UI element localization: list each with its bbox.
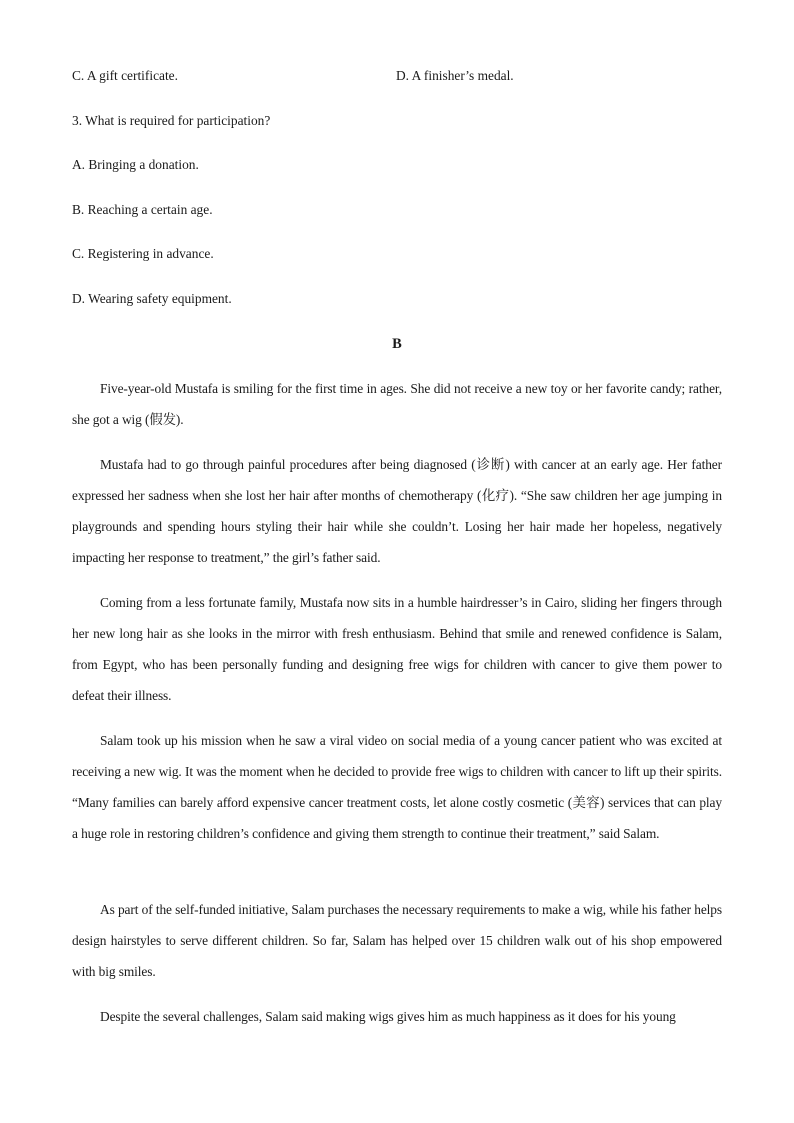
- passage-paragraph-5: As part of the self-funded initiative, Salam purchases the necessary requirements to make a wig, while his father helps design hairstyles to serve different children. So far, Salam has helped over 15 children walk out of his shop empowered with big smiles.: [72, 902, 722, 979]
- option-d-finisher-medal: D. A finisher’s medal.: [396, 68, 514, 83]
- question-3-option-b: B. Reaching a certain age.: [72, 202, 213, 217]
- question-3-option-c: C. Registering in advance.: [72, 246, 214, 261]
- question-3-option-d: D. Wearing safety equipment.: [72, 291, 232, 306]
- passage-paragraph-4: Salam took up his mission when he saw a viral video on social media of a young cancer patient who was excited at receiving a new wig. It was the moment when he decided to provide free wigs to children with cancer to lift up their spirits. “Many families can barely afford expensive cancer treatment costs, let alone costly cosmetic (美容) services that can play a huge role in restoring children’s confidence and giving them strength to continue their treatment,” said Salam.: [72, 733, 722, 841]
- section-heading-b: B: [392, 336, 402, 352]
- passage-paragraph-2: Mustafa had to go through painful procedures after being diagnosed (诊断) with cancer at an early age. Her father expressed her sadness when she lost her hair after months of chemotherapy (化疗). “She saw children her age jumping in playgrounds and spending hours styling their hair while she couldn’t. Losing her hair made her hopeless, negatively impacting her response to treatment,” the girl’s father said.: [72, 457, 722, 565]
- passage-paragraph-6: Despite the several challenges, Salam said making wigs gives him as much happiness as it does for his young: [100, 1009, 676, 1024]
- passage-paragraph-3: Coming from a less fortunate family, Mustafa now sits in a humble hairdresser’s in Cairo, sliding her fingers through her new long hair as she looks in the mirror with fresh enthusiasm. Behind that smile and renewed confidence is Salam, from Egypt, who has been personally funding and designing free wigs for children with cancer to give them power to defeat their illness.: [72, 595, 722, 703]
- question-3-stem: 3. What is required for participation?: [72, 113, 271, 128]
- passage-paragraph-1: Five-year-old Mustafa is smiling for the first time in ages. She did not receive a new toy or her favorite candy; rather, she got a wig (假发).: [72, 381, 722, 427]
- option-c-gift-certificate: C. A gift certificate.: [72, 68, 178, 83]
- question-3-option-a: A. Bringing a donation.: [72, 157, 199, 172]
